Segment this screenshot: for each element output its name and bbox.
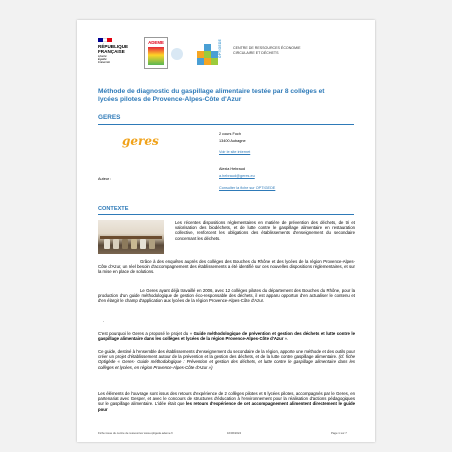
context-paragraph-3: Le Geres ayant déjà travaillé en 2006, avec 12 collèges pilotes du département des Bouches du Rhône, pour la production d'un guide méthodologique de gestion éco-responsable des déchets, il est apparu opportun d'en actualiser le contenu et d'en élargir le champ d'application aux lycées de la région Provence-Alpes-Côte d'Azur. — [98, 288, 355, 304]
optigede-fiche-link[interactable]: Consulter la fiche sur OPTIGEDE — [219, 186, 276, 190]
section-divider — [98, 214, 354, 215]
section-title-contexte: CONTEXTE — [98, 206, 129, 212]
section-divider — [98, 124, 354, 125]
author-label: Auteur : — [98, 177, 112, 181]
rf-title-line1: RÉPUBLIQUE — [98, 44, 129, 49]
context-paragraph-4: C'est pourquoi le Geres a proposé le projet du « Guide méthodologique de prévention et gestion des déchets et lutte contre le gaspillage alimentaire dans les collèges et lycées de la région Provence-Alpes-Côte d'Azur ». — [98, 331, 355, 342]
website-link[interactable]: Voir le site internet — [219, 150, 251, 154]
author-email-link[interactable]: a.hebraud@geres.eu — [219, 174, 255, 178]
address-line1: 2 cours Foch — [219, 132, 241, 136]
optigede-logo — [197, 39, 227, 71]
ademe-logo — [144, 37, 168, 69]
optigede-logo-word: OPTIGEDE — [218, 39, 222, 59]
geres-logo: geres — [122, 134, 159, 148]
context-paragraph-6: Les éléments de l'ouvrage sont issus des retours d'expérience de 2 collèges pilotes et 6 lycées pilotes, accompagnés par le Geres, en partenariat avec Gesper, et avec le concours de structures d'éducation à l'environnement pour la réalisation d'actions pédagogiques sur le gaspillage alimentaire. L'idée était que les retours d'expérience de cet accompagnement alimentent directement le guide pour — [98, 391, 355, 412]
republique-francaise-logo — [98, 38, 134, 64]
context-paragraph-2: Grâce à des enquêtes auprès des collèges des Bouches du Rhône et des lycées de la région Provence-Alpes-Côte d'Azur, un réel besoin d'accompagnement des établissements a été identifié sur ces nouvelles dispositions réglementaires, et sur la mise en place de solutions. — [98, 259, 355, 275]
document-page — [77, 20, 375, 442]
context-paragraph-1: Les récentes dispositions réglementaires en matière de prévention des déchets, de tri et valorisation des biodéchets, et de lutte contre le gaspillage alimentaire en restauration collective, renforcent les obligations des établissements d'enseignement du secondaire concernant les déchets. — [175, 220, 355, 241]
author-name: Alexia Hebraud — [219, 167, 245, 171]
canteen-photo — [98, 220, 164, 254]
document-title: Méthode de diagnostic du gaspillage alimentaire testée par 8 collèges et lycées pilotes de Provence-Alpes-Côte d'Azur — [98, 88, 325, 103]
ademe-logo-word: ADEME — [148, 40, 164, 45]
tricolor-flag-icon — [98, 38, 112, 42]
address-line2: 13400 Aubagne — [219, 139, 246, 143]
stray-period: . — [103, 318, 105, 323]
resource-center-label: CENTRE DE RESSOURCES ÉCONOMIE CIRCULAIRE ET DÉCHETS — [233, 46, 301, 55]
footer-page-number: Page 1 sur 7 — [331, 431, 347, 435]
rf-title-line2: FRANÇAISE — [98, 49, 125, 54]
footer-source: Fiche issue du centre de ressources www.optigede.ademe.fr — [98, 431, 173, 435]
rf-motto: Liberté Égalité Fraternité — [98, 54, 110, 64]
ademe-logo-graphic — [148, 47, 164, 65]
footer-date: 16/06/2024 — [227, 431, 241, 435]
organisation-name: GERES — [98, 114, 121, 121]
context-paragraph-5: Ce guide, destiné à l'ensemble des établissements d'enseignement du secondaire de la région, apporte une méthode et des outils pour créer un projet d'établissement autour de la prévention et la gestion des déchets, et de la lutte contre gaspillage alimentaire. (cf. fiche Optigède « Geres- Guide méthodologique : Prévention et gestion des déchets, et lutte contre le gaspillage alimentaire dans les collèges et lycées, en région Provence-Alpes-Côte d'Azur ») — [98, 349, 355, 370]
decorative-circle-icon — [171, 48, 183, 60]
